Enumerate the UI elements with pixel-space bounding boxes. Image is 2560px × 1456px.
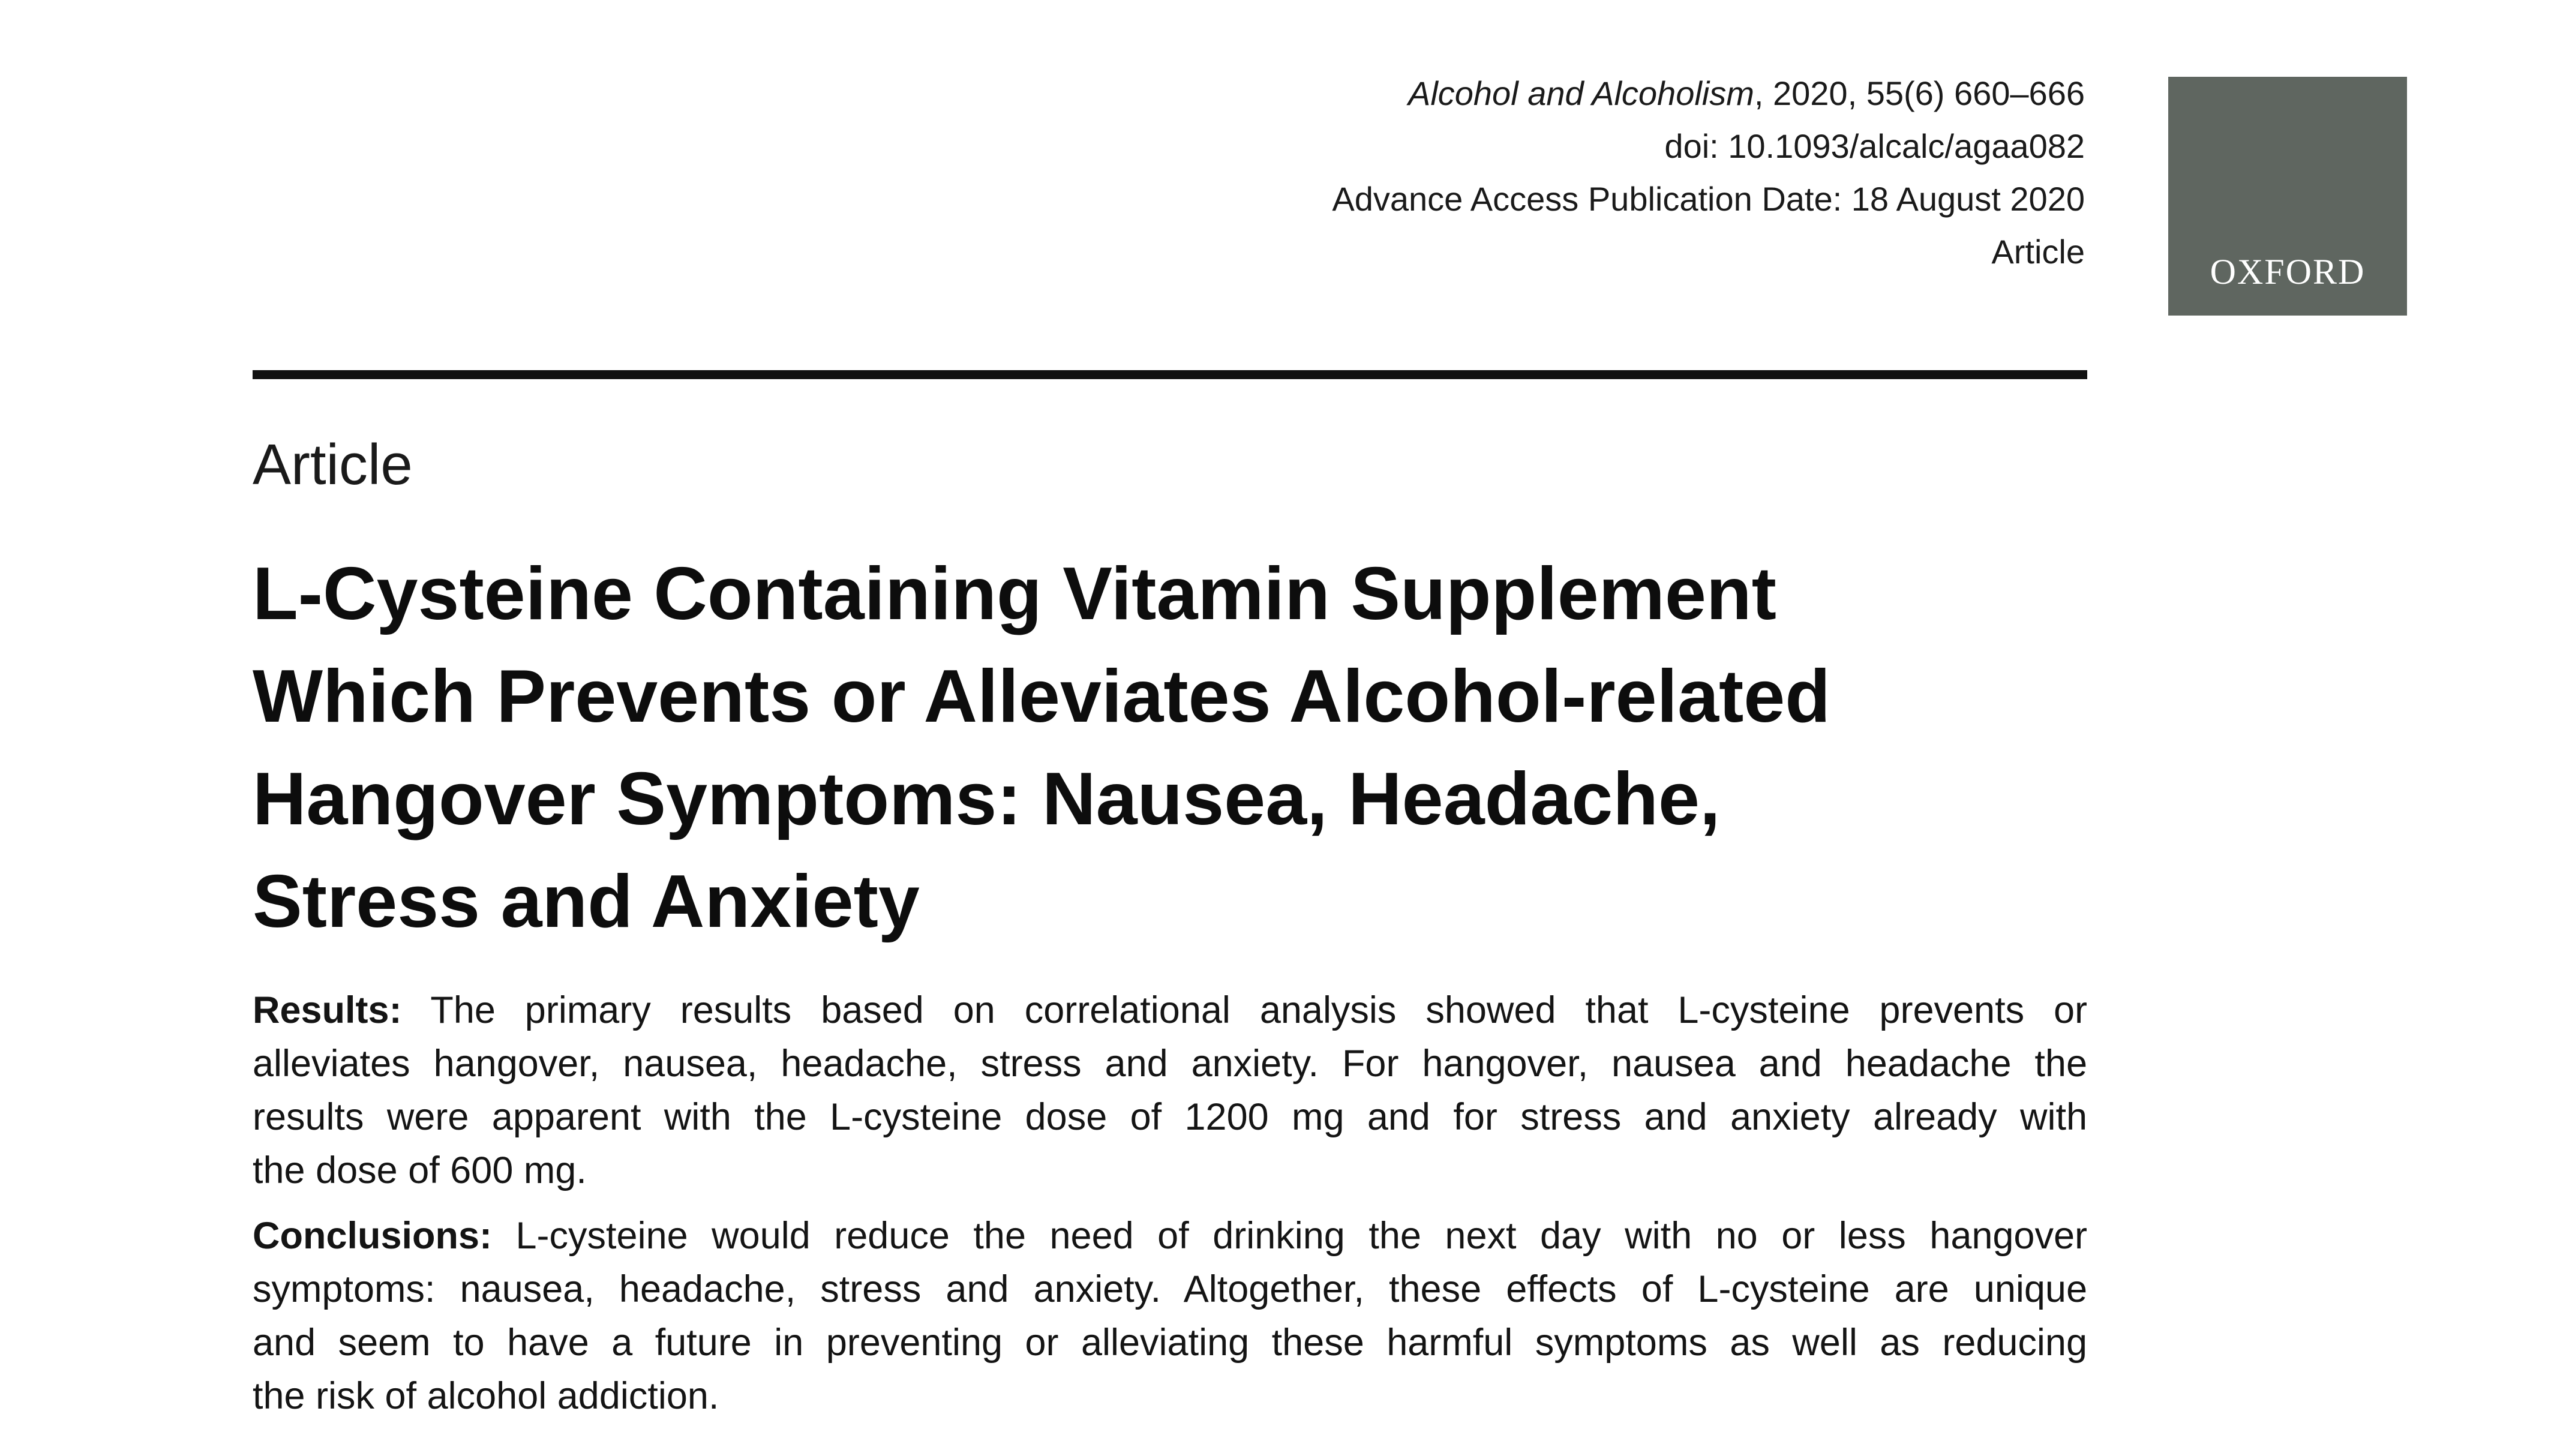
title-line: Hangover Symptoms: Nausea, Headache, xyxy=(253,758,1721,840)
title-line: Stress and Anxiety xyxy=(253,860,920,943)
abstract-results xyxy=(253,984,2087,1197)
title-line: L-Cysteine Containing Vitamin Supplement xyxy=(253,553,1776,635)
abstract-line xyxy=(253,984,2087,1037)
doi: doi: 10.1093/alcalc/agaa082 xyxy=(1664,127,2085,165)
conclusions-text: L-cysteine would reduce the need of drinking the next day with no or less hangover xyxy=(492,1215,2087,1257)
abstract-line: the risk of alcohol addiction. xyxy=(253,1375,719,1417)
abstract-line: alleviates hangover, nausea, headache, stress and anxiety. For hangover, nausea and headache the xyxy=(253,1043,2087,1085)
abstract-line: and seem to have a future in preventing or alleviating these harmful symptoms as well as reducing xyxy=(253,1322,2087,1364)
conclusions-label: Conclusions: xyxy=(253,1215,493,1257)
section-label: Article xyxy=(253,433,413,497)
oxford-logo xyxy=(2168,77,2407,316)
abstract-line: symptoms: nausea, headache, stress and anxiety. Altogether, these effects of L-cysteine are unique xyxy=(253,1268,2087,1310)
abstract-line xyxy=(253,1209,2087,1263)
journal-citation-line xyxy=(1005,67,2085,120)
results-label: Results: xyxy=(253,989,402,1031)
journal-header xyxy=(1005,67,2085,278)
publication-date: Advance Access Publication Date: 18 August 2020 xyxy=(1332,180,2085,218)
journal-name: Alcohol and Alcoholism xyxy=(1407,74,1754,112)
abstract-line: the dose of 600 mg. xyxy=(253,1149,587,1191)
header-divider xyxy=(253,370,2087,379)
article-title xyxy=(253,543,2112,953)
abstract-conclusions xyxy=(253,1209,2087,1423)
title-line: Which Prevents or Alleviates Alcohol-related xyxy=(253,655,1830,738)
oxford-logo-text: OXFORD xyxy=(2210,252,2366,292)
article-type: Article xyxy=(1991,233,2085,271)
abstract xyxy=(253,984,2087,1435)
abstract-line: results were apparent with the L-cysteine dose of 1200 mg and for stress and anxiety already with xyxy=(253,1096,2087,1138)
journal-citation: , 2020, 55(6) 660–666 xyxy=(1754,74,2085,112)
results-text: The primary results based on correlational analysis showed that L-cysteine prevents or xyxy=(401,989,2087,1031)
